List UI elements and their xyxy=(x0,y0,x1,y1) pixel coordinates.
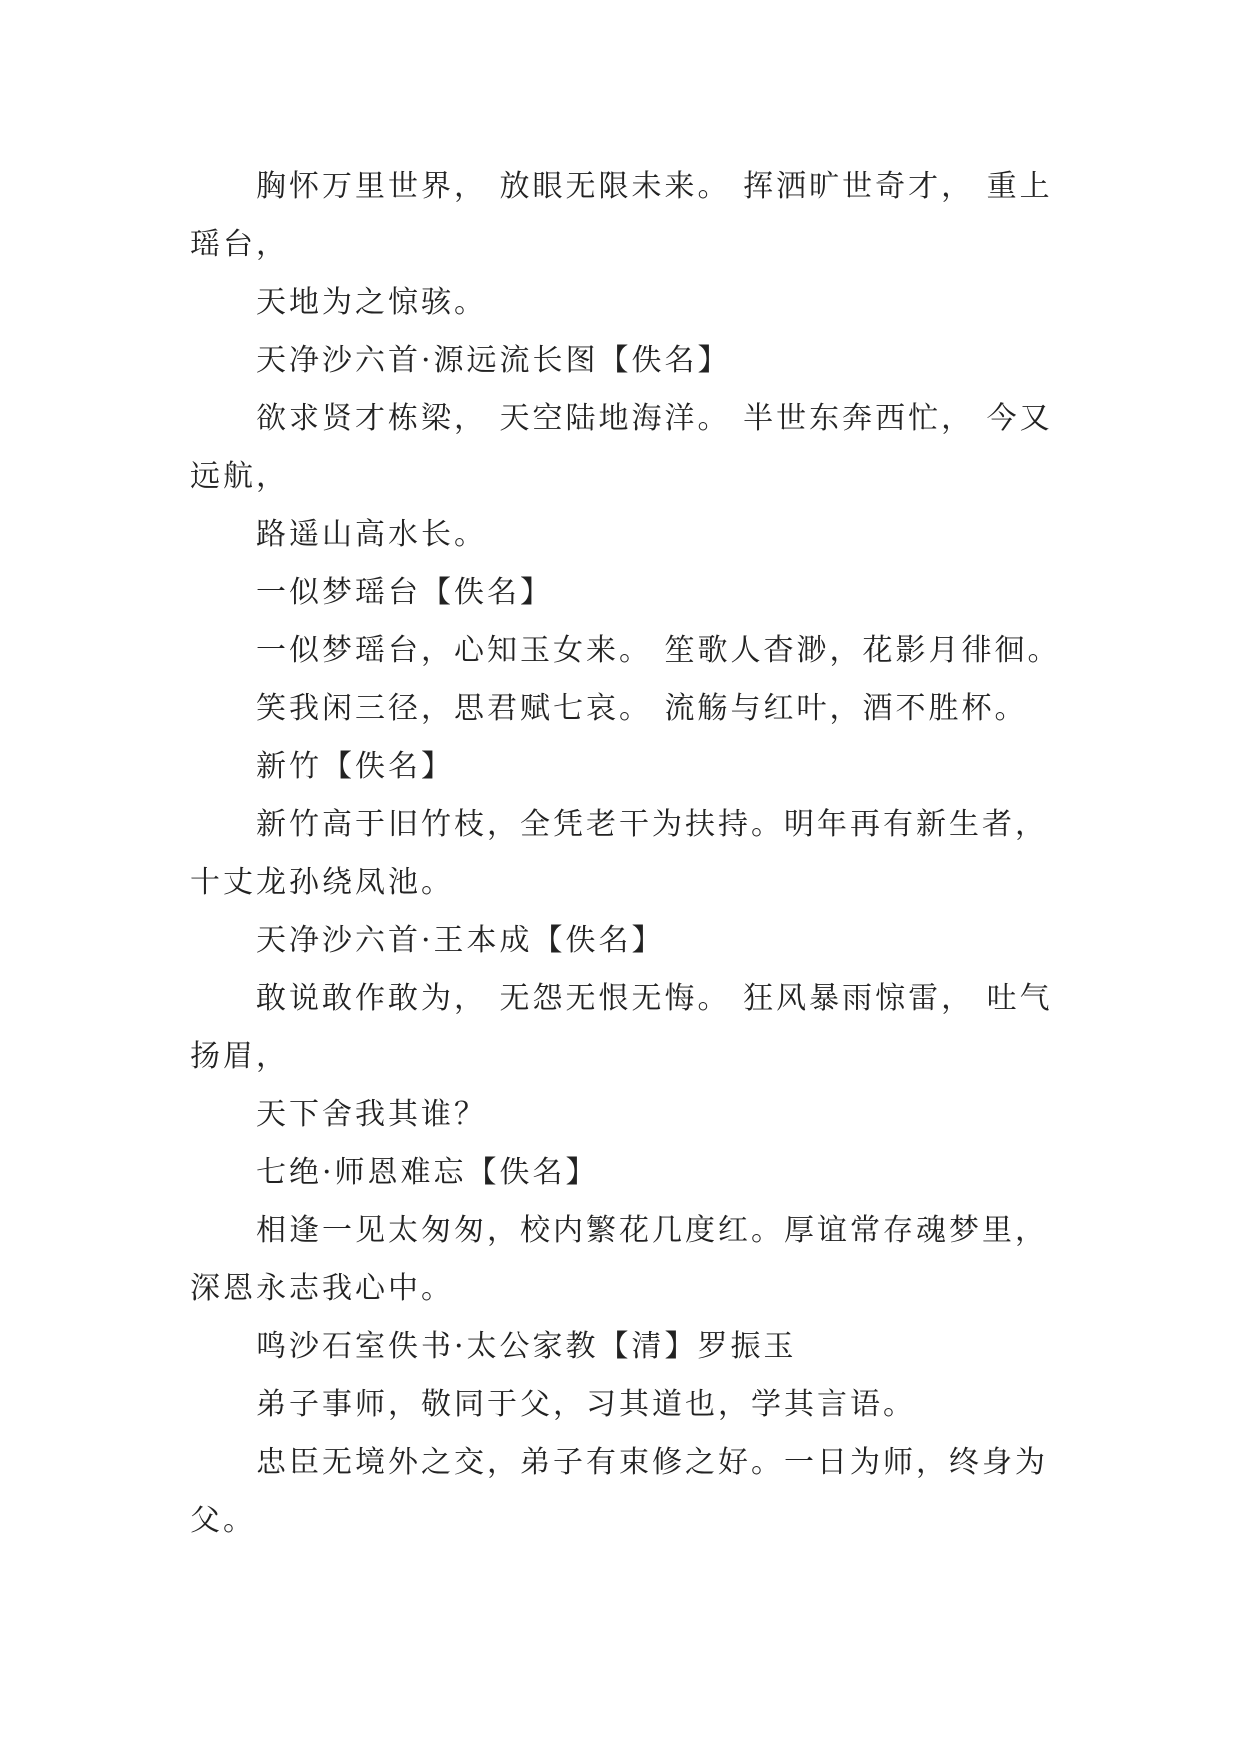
poem-title: 七绝·师恩难忘【佚名】 xyxy=(256,1155,599,1190)
paragraph: 天地为之惊骇。 xyxy=(256,285,487,320)
paragraph: 忠臣无境外之交，弟子有束修之好。一日为师，终身为父。 xyxy=(190,1445,1048,1538)
poem-title: 一似梦瑶台【佚名】 xyxy=(256,575,553,610)
paragraph: 欲求贤才栋梁， 天空陆地海洋。 半世东奔西忙， 今又远航， xyxy=(190,401,1053,494)
poem-title: 天净沙六首·王本成【佚名】 xyxy=(256,923,665,958)
paragraph: 敢说敢作敢为， 无怨无恨无悔。 狂风暴雨惊雷， 吐气扬眉， xyxy=(190,981,1053,1074)
poem-title: 新竹【佚名】 xyxy=(256,749,454,784)
paragraph: 弟子事师，敬同于父，习其道也，学其言语。 xyxy=(256,1387,916,1422)
poem-title: 天净沙六首·源远流长图【佚名】 xyxy=(256,343,731,378)
paragraph: 新竹高于旧竹枝，全凭老干为扶持。明年再有新生者，十丈龙孙绕凤池。 xyxy=(190,807,1048,900)
paragraph: 笑我闲三径，思君赋七哀。 流觞与红叶，酒不胜杯。 xyxy=(256,691,1028,726)
paragraph: 一似梦瑶台，心知玉女来。 笙歌人杳渺，花影月徘徊。 xyxy=(256,633,1061,668)
paragraph: 胸怀万里世界， 放眼无限未来。 挥洒旷世奇才， 重上瑶台， xyxy=(190,169,1053,262)
document-body xyxy=(190,158,1070,1550)
paragraph: 路遥山高水长。 xyxy=(256,517,487,552)
paragraph: 天下舍我其谁？ xyxy=(256,1097,487,1132)
paragraph: 相逢一见太匆匆，校内繁花几度红。厚谊常存魂梦里，深恩永志我心中。 xyxy=(190,1213,1048,1306)
poem-title: 鸣沙石室佚书·太公家教【清】罗振玉 xyxy=(256,1329,797,1364)
